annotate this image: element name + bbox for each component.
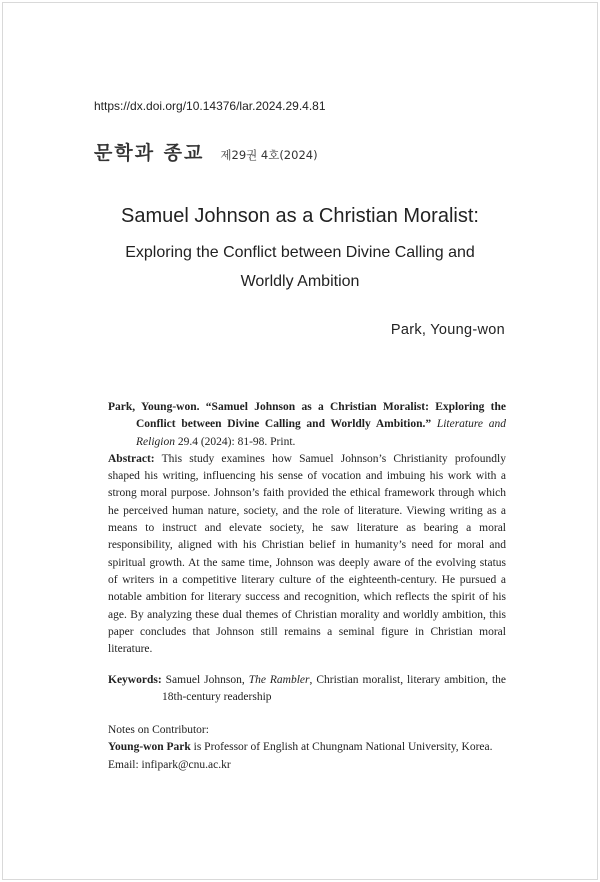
abstract-block	[108, 399, 506, 658]
journal-logo: 문학과 종교	[94, 142, 205, 164]
keywords-italic: The Rambler	[248, 674, 310, 686]
notes-heading: Notes on Contributor:	[108, 724, 209, 736]
citation-details: 29.4 (2024): 81-98. Print.	[177, 435, 296, 448]
citation-title: “Samuel Johnson as a Christian Moralist: Exploring the Conflict between Divine Calling and Worldly Ambition.”	[136, 401, 507, 431]
abstract	[108, 451, 506, 659]
abstract-label: Abstract:	[108, 452, 155, 465]
contributor-notes	[108, 722, 506, 774]
article-subtitle: Exploring the Conflict between Divine Calling and Worldly Ambition	[125, 244, 475, 290]
keywords	[108, 672, 506, 707]
citation	[108, 399, 506, 451]
keywords-after: , Christian moralist, literary ambition, the 18th-century readership	[162, 674, 507, 704]
citation-journal: Literature and Religion	[136, 418, 506, 448]
notes-bio-line	[108, 739, 506, 756]
contributor-name: Young-won Park	[108, 741, 191, 754]
journal-header	[94, 138, 318, 165]
journal-issue: 제29권 4호(2024)	[220, 148, 318, 162]
article-author: Park, Young-won	[390, 322, 505, 338]
keywords-before: Samuel Johnson,	[165, 674, 245, 686]
contributor-email[interactable]: Email: infipark@cnu.ac.kr	[108, 758, 231, 771]
citation-authors: Park, Young-won.	[108, 401, 200, 413]
abstract-text: This study examines how Samuel Johnson’s Christianity profoundly shaped his writing, influencing his sense of vocation and imbuing his work with a strong moral purpose. Johnson’s faith provided the ethical framework through which he perceived human nature, society, and the role of literature. Viewing writing as a means to instruct and elevate society, he saw literature as bearing a moral responsibility, aligned with his Christian belief in humanity’s need for moral and spiritual growth. At the same time, Johnson was deeply aware of the evolving status of writers in a competitive literary culture of the eighteenth-century. He pursued a notable ambition for literary success and recognition, which reflects the spirit of his age. By analyzing these dual themes of Christian morality and worldly ambition, this paper concludes that Johnson still remains a seminal figure in Christian moral literature.	[108, 452, 507, 656]
doi-link[interactable]: https://dx.doi.org/10.14376/lar.2024.29.4.81	[94, 99, 326, 113]
keywords-label: Keywords:	[108, 674, 162, 686]
contributor-bio: is Professor of English at Chungnam National University, Korea.	[190, 741, 493, 754]
article-title: Samuel Johnson as a Christian Moralist:	[121, 205, 479, 227]
